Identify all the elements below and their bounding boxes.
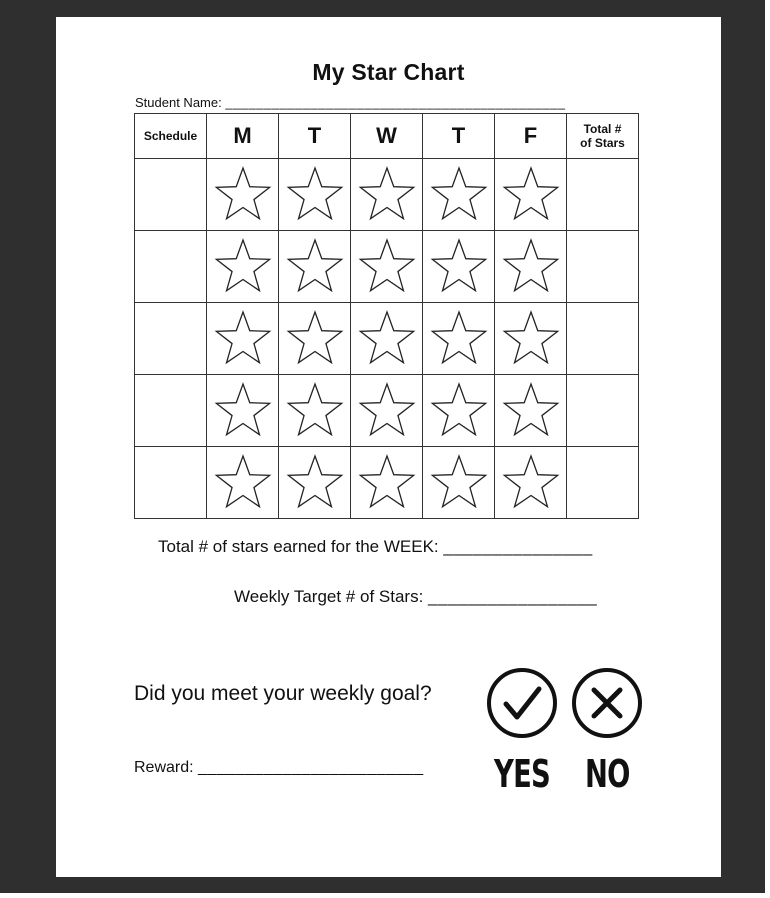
total-stars-cell[interactable] bbox=[567, 375, 639, 447]
table-row bbox=[135, 375, 639, 447]
star-cell[interactable] bbox=[279, 447, 351, 519]
star-cell[interactable] bbox=[351, 159, 423, 231]
star-outline-icon bbox=[213, 237, 273, 297]
table-row bbox=[135, 159, 639, 231]
star-cell[interactable] bbox=[423, 375, 495, 447]
weekly-target-blank: _________________ bbox=[428, 587, 598, 606]
page-title: My Star Chart bbox=[312, 59, 465, 85]
star-cell[interactable] bbox=[495, 303, 567, 375]
star-cell[interactable] bbox=[351, 447, 423, 519]
star-cell[interactable] bbox=[495, 375, 567, 447]
star-outline-icon bbox=[429, 309, 489, 369]
day-header-monday: M bbox=[207, 114, 279, 159]
schedule-cell[interactable] bbox=[135, 303, 207, 375]
star-cell[interactable] bbox=[423, 303, 495, 375]
student-name-field bbox=[135, 95, 565, 110]
check-circle-icon bbox=[486, 667, 558, 744]
week-total-blank: _______________ bbox=[443, 537, 593, 556]
star-outline-icon bbox=[285, 309, 345, 369]
no-label: NO bbox=[585, 752, 630, 796]
star-outline-icon bbox=[501, 381, 561, 441]
day-header-tuesday: T bbox=[279, 114, 351, 159]
star-outline-icon bbox=[429, 381, 489, 441]
table-header-row bbox=[135, 114, 639, 159]
weekly-target-line bbox=[234, 587, 597, 607]
star-outline-icon bbox=[357, 309, 417, 369]
reward-blank: ________________________ bbox=[198, 759, 424, 776]
schedule-cell[interactable] bbox=[135, 231, 207, 303]
star-cell[interactable] bbox=[351, 231, 423, 303]
star-cell[interactable] bbox=[351, 375, 423, 447]
star-cell[interactable] bbox=[207, 159, 279, 231]
schedule-cell[interactable] bbox=[135, 447, 207, 519]
day-header-thursday: T bbox=[423, 114, 495, 159]
star-outline-icon bbox=[357, 237, 417, 297]
table-row bbox=[135, 447, 639, 519]
star-cell[interactable] bbox=[495, 231, 567, 303]
worksheet-page bbox=[56, 17, 721, 877]
star-outline-icon bbox=[285, 453, 345, 513]
star-outline-icon bbox=[501, 453, 561, 513]
student-name-label: Student Name: bbox=[135, 95, 222, 110]
table-row bbox=[135, 231, 639, 303]
reward-line bbox=[134, 759, 424, 777]
day-header-friday: F bbox=[495, 114, 567, 159]
star-outline-icon bbox=[501, 237, 561, 297]
star-cell[interactable] bbox=[423, 231, 495, 303]
star-cell[interactable] bbox=[279, 231, 351, 303]
star-cell[interactable] bbox=[351, 303, 423, 375]
table-row bbox=[135, 303, 639, 375]
weekly-target-label: Weekly Target # of Stars: bbox=[234, 587, 424, 606]
star-outline-icon bbox=[429, 453, 489, 513]
star-outline-icon bbox=[213, 165, 273, 225]
star-cell[interactable] bbox=[279, 375, 351, 447]
total-header-line1: Total # bbox=[583, 122, 622, 136]
star-outline-icon bbox=[285, 381, 345, 441]
week-total-line bbox=[158, 537, 593, 557]
total-stars-cell[interactable] bbox=[567, 303, 639, 375]
star-outline-icon bbox=[357, 165, 417, 225]
star-cell[interactable] bbox=[207, 303, 279, 375]
reward-label: Reward: bbox=[134, 759, 194, 776]
schedule-cell[interactable] bbox=[135, 159, 207, 231]
star-cell[interactable] bbox=[423, 447, 495, 519]
day-header-wednesday: W bbox=[351, 114, 423, 159]
star-outline-icon bbox=[213, 453, 273, 513]
schedule-cell[interactable] bbox=[135, 375, 207, 447]
star-outline-icon bbox=[429, 237, 489, 297]
x-circle-icon bbox=[571, 667, 643, 744]
star-outline-icon bbox=[285, 165, 345, 225]
star-outline-icon bbox=[357, 453, 417, 513]
star-cell[interactable] bbox=[279, 303, 351, 375]
total-stars-cell[interactable] bbox=[567, 159, 639, 231]
star-cell[interactable] bbox=[423, 159, 495, 231]
total-stars-header bbox=[567, 114, 639, 159]
star-outline-icon bbox=[429, 165, 489, 225]
star-cell[interactable] bbox=[495, 447, 567, 519]
student-name-blank: ____________________________________________ bbox=[225, 95, 566, 110]
star-outline-icon bbox=[501, 165, 561, 225]
star-outline-icon bbox=[501, 309, 561, 369]
schedule-header: Schedule bbox=[135, 114, 207, 159]
total-header-line2: of Stars bbox=[580, 136, 625, 150]
star-outline-icon bbox=[213, 309, 273, 369]
star-chart-table bbox=[134, 113, 639, 519]
week-total-label: Total # of stars earned for the WEEK: bbox=[158, 537, 439, 556]
star-cell[interactable] bbox=[207, 231, 279, 303]
star-cell[interactable] bbox=[207, 447, 279, 519]
star-outline-icon bbox=[213, 381, 273, 441]
star-cell[interactable] bbox=[495, 159, 567, 231]
total-stars-cell[interactable] bbox=[567, 231, 639, 303]
goal-question: Did you meet your weekly goal? bbox=[134, 682, 432, 705]
total-stars-cell[interactable] bbox=[567, 447, 639, 519]
star-outline-icon bbox=[285, 237, 345, 297]
star-cell[interactable] bbox=[207, 375, 279, 447]
star-cell[interactable] bbox=[279, 159, 351, 231]
yes-label: YES bbox=[494, 752, 551, 796]
star-outline-icon bbox=[357, 381, 417, 441]
